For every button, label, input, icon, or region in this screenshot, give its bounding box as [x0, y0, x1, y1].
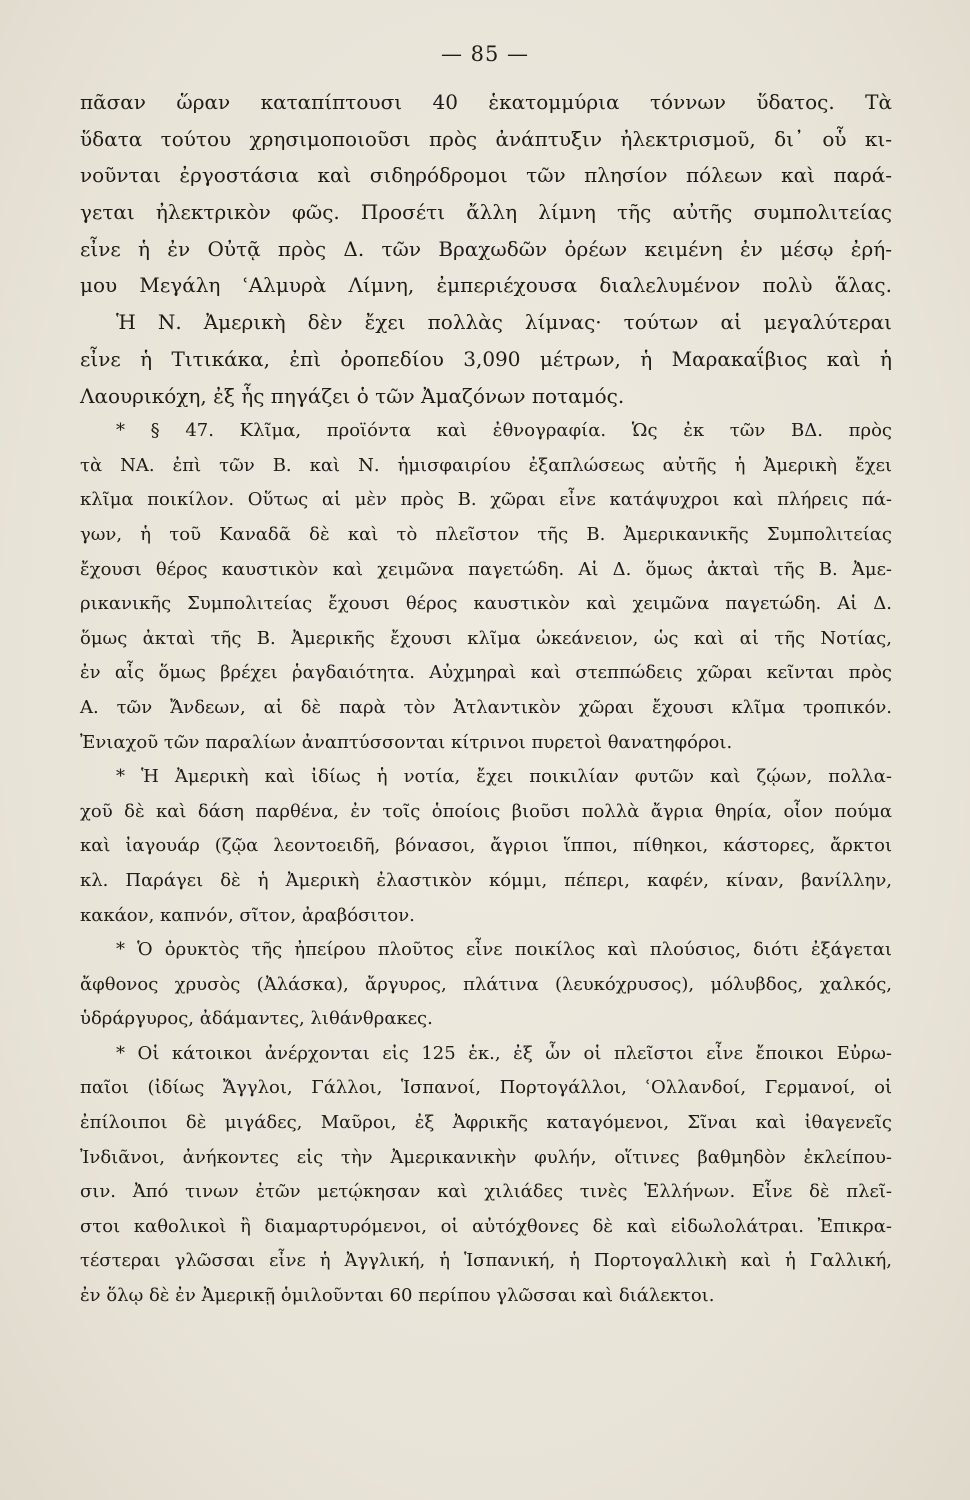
text-line: κλῖμα ποικίλον. Οὕτως αἱ μὲν πρὸς Β. χῶραι εἶνε κατάψυχροι καὶ πλήρεις πά- — [80, 489, 892, 511]
text-line: ἐν ὅλῳ δὲ ἐν Ἀμερικῇ ὁμιλοῦνται 60 περίπου γλῶσσαι καὶ διάλεκτοι. — [80, 1285, 715, 1307]
text-line: παῖοι (ἰδίως Ἄγγλοι, Γάλλοι, Ἱσπανοί, Πορτογάλλοι, ʿΟλλανδοί, Γερμανοί, οἱ — [80, 1077, 892, 1099]
page-body — [80, 84, 892, 1314]
text-line: κλ. Παράγει δὲ ἡ Ἀμερικὴ ἐλαστικὸν κόμμι, πέπερι, καφέν, κίναν, βανίλλην, — [80, 869, 892, 891]
text-line: ὑδράργυρος, ἀδάμαντες, λιθάνθρακες. — [80, 1008, 433, 1030]
text-line: ἐπίλοιποι δὲ μιγάδες, Μαῦροι, ἐξ Ἀφρικῆς καταγόμενοι, Σῖναι καὶ ἰθαγενεῖς — [80, 1112, 892, 1134]
text-line: εἶνε ἡ ἐν Οὐτᾷ πρὸς Δ. τῶν Βραχωδῶν ὀρέων κειμένη ἐν μέσῳ ἐρή- — [80, 236, 892, 261]
text-line: στοι καθολικοὶ ἢ διαμαρτυρόμενοι, οἱ αὐτόχθονες δὲ καὶ εἰδωλολάτραι. Ἐπικρα- — [80, 1215, 892, 1237]
text-line: σιν. Ἀπό τινων ἐτῶν μετῴκησαν καὶ χιλιάδες τινὲς Ἑλλήνων. Εἶνε δὲ πλεῖ- — [80, 1181, 892, 1203]
text-line: καὶ ἰαγουάρ (ζῷα λεοντοειδῆ, βόνασοι, ἄγριοι ἵπποι, πίθηκοι, κάστορες, ἄρκτοι — [80, 835, 892, 857]
text-line: ἔχουσι θέρος καυστικὸν καὶ χειμῶνα παγετώδη. Αἱ Δ. ὅμως ἀκταὶ τῆς Β. Ἀμε- — [80, 558, 892, 580]
text-line: ἐν αἷς ὅμως βρέχει ῥαγδαιότητα. Αὐχμηραὶ καὶ στεππώδεις χῶραι κεῖνται πρὸς — [80, 662, 892, 684]
page-number: — 85 — — [440, 42, 530, 66]
text-line: Ἐνιαχοῦ τῶν παραλίων ἀναπτύσσονται κίτρινοι πυρετοὶ θανατηφόροι. — [80, 731, 733, 753]
text-line: * Ὁ ὀρυκτὸς τῆς ἠπείρου πλοῦτος εἶνε ποικίλος καὶ πλούσιος, διότι ἐξάγεται — [116, 939, 892, 961]
text-line: πᾶσαν ὥραν καταπίπτουσι 40 ἑκατομμύρια τόννων ὕδατος. Τὰ — [80, 90, 892, 114]
text-line: γων, ἡ τοῦ Καναδᾶ δὲ καὶ τὸ πλεῖστον τῆς Β. Ἀμερικανικῆς Συμπολιτείας — [80, 523, 892, 545]
text-line: κακάον, καπνόν, σῖτον, ἀραβόσιτον. — [80, 904, 415, 926]
text-line: γεται ἠλεκτρικὸν φῶς. Προσέτι ἄλλη λίμνη τῆς αὐτῆς συμπολιτείας — [80, 200, 892, 225]
text-line: Ἰνδιᾶνοι, ἀνήκοντες εἰς τὴν Ἀμερικανικὴν φυλήν, οἵτινες βαθμηδὸν ἐκλείπου- — [80, 1146, 892, 1168]
text-line: * Οἱ κάτοικοι ἀνέρχονται εἰς 125 ἑκ., ἐξ ὧν οἱ πλεῖστοι εἶνε ἔποικοι Εὐρω- — [116, 1042, 892, 1064]
text-line: τὰ ΝΑ. ἐπὶ τῶν Β. καὶ Ν. ἡμισφαιρίου ἐξαπλώσεως αὐτῆς ἡ Ἀμερικὴ ἔχει — [80, 454, 892, 476]
text-line: * Ἡ Ἀμερικὴ καὶ ἰδίως ἡ νοτία, ἔχει ποικιλίαν φυτῶν καὶ ζῴων, πολλα- — [116, 766, 892, 788]
text-line: ρικανικῆς Συμπολιτείας ἔχουσι θέρος καυστικὸν καὶ χειμῶνα παγετώδη. Αἱ Δ. — [80, 593, 892, 615]
section-heading-line: * § 47. Κλῖμα, προϊόντα καὶ ἐθνογραφία. Ὡς ἐκ τῶν ΒΔ. πρὸς — [116, 420, 892, 442]
text-line: εἶνε ἡ Τιτικάκα, ἐπὶ ὀροπεδίου 3,090 μέτρων, ἡ Μαρακαΐβιος καὶ ἡ — [80, 346, 892, 371]
text-line: μου Μεγάλη ʿΑλμυρὰ Λίμνη, ἐμπεριέχουσα διαλελυμένον πολὺ ἅλας. — [80, 273, 892, 298]
text-line: νοῦνται ἐργοστάσια καὶ σιδηρόδρομοι τῶν πλησίον πόλεων καὶ παρά- — [80, 163, 892, 188]
text-line: ὕδατα τούτου χρησιμοποιοῦσι πρὸς ἀνάπτυξιν ἠλεκτρισμοῦ, δι᾿ οὗ κι- — [80, 126, 892, 151]
text-line: τέστεραι γλῶσσαι εἶνε ἡ Ἀγγλική, ἡ Ἱσπανική, ἡ Πορτογαλλικὴ καὶ ἡ Γαλλική, — [80, 1250, 892, 1272]
text-line: Ἡ Ν. Ἀμερικὴ δὲν ἔχει πολλὰς λίμνας· τούτων αἱ μεγαλύτεραι — [116, 310, 892, 335]
text-line: χοῦ δὲ καὶ δάση παρθένα, ἐν τοῖς ὁποίοις βιοῦσι πολλὰ ἄγρια θηρία, οἷον πούμα — [80, 800, 892, 822]
text-line: ἄφθονος χρυσὸς (Ἀλάσκα), ἄργυρος, πλάτινα (λευκόχρυσος), μόλυβδος, χαλκός, — [80, 973, 892, 995]
text-line: Λαουρικόχη, ἐξ ἧς πηγάζει ὁ τῶν Ἀμαζόνων ποταμός. — [80, 383, 625, 408]
text-line: Α. τῶν Ἄνδεων, αἱ δὲ παρὰ τὸν Ἀτλαντικὸν χῶραι ἔχουσι κλῖμα τροπικόν. — [80, 696, 892, 718]
text-line: ὅμως ἀκταὶ τῆς Β. Ἀμερικῆς ἔχουσι κλῖμα ὠκεάνειον, ὡς καὶ αἱ τῆς Νοτίας, — [80, 627, 892, 649]
